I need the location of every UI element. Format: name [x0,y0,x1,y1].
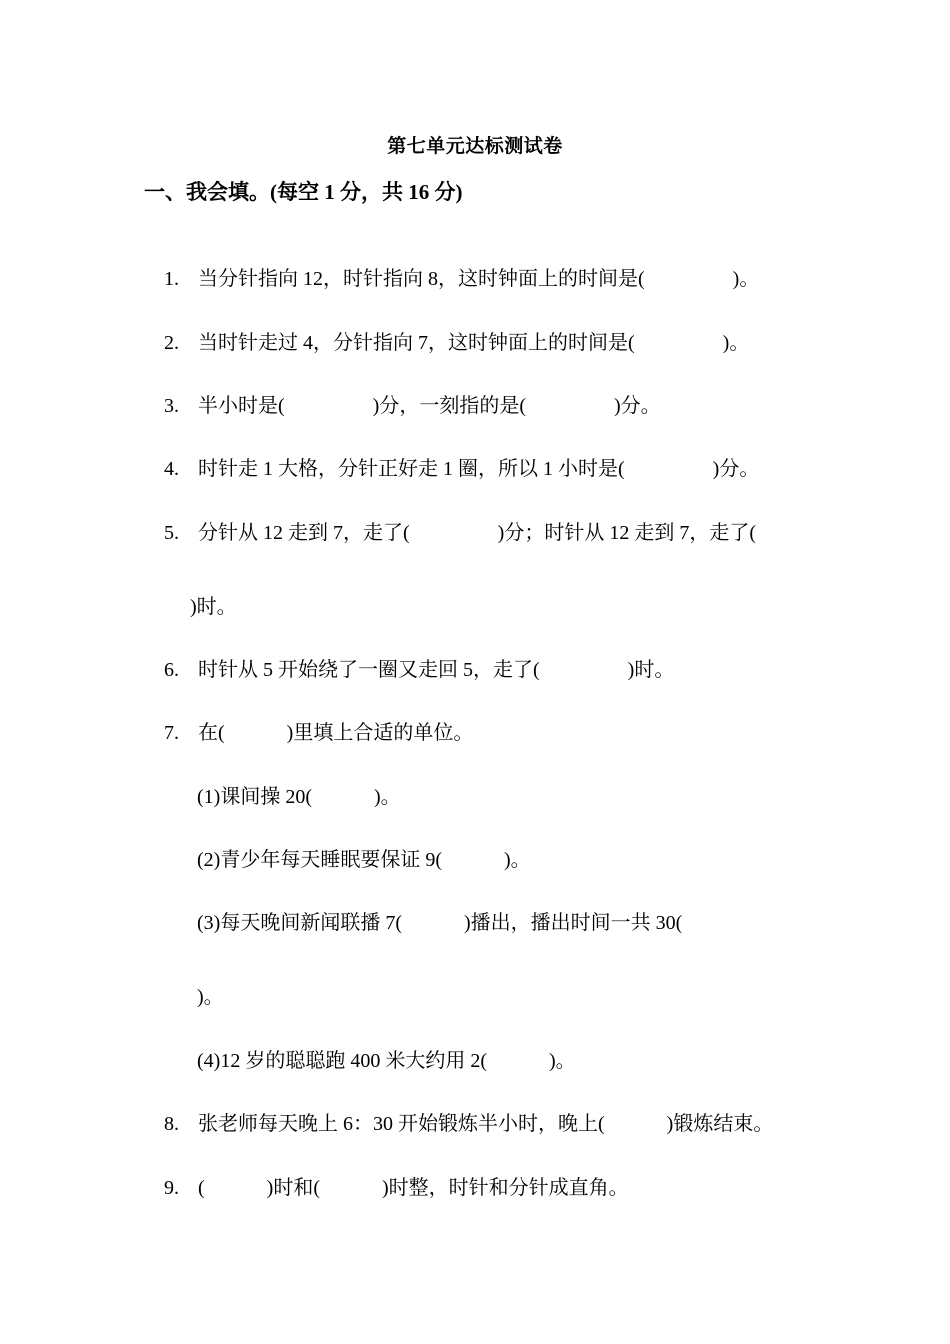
question-text: (4)12 岁的聪聪跑 400 米大约用 2( [197,1050,487,1072]
question-1 [144,243,759,315]
question-7-sub-4 [177,1025,576,1097]
question-text: (3)每天晚间新闻联播 7( [197,912,402,934]
question-number: 9. [164,1177,179,1199]
question-2 [144,307,749,379]
question-number: 8. [164,1113,179,1135]
section-heading: 一、我会填。(每空 1 分，共 16 分) [144,180,463,204]
question-text: )时。 [190,596,237,618]
question-text: )分。 [712,458,760,480]
question-text: (1)课间操 20( [197,786,312,808]
question-text: )。 [373,786,401,808]
question-text: )分，一刻指的是( [372,395,526,417]
question-text: (2)青少年每天睡眠要保证 9( [197,849,442,871]
question-text: 时针从 5 开始绕了一圈又走回 5，走了( [198,659,540,681]
question-number: 4. [164,458,179,480]
question-7-sub-3-continuation [177,961,224,1033]
question-7-sub-3 [177,887,682,959]
question-text: 在( [198,722,225,744]
question-number: 6. [164,659,179,681]
question-text: )。 [732,268,760,290]
question-text: )分；时针从 12 走到 7，走了( [497,522,756,544]
question-text: )。 [503,849,531,871]
question-text: 张老师每天晚上 6：30 开始锻炼半小时，晚上( [198,1113,605,1135]
question-text: ( [198,1177,205,1199]
question-number: 3. [164,395,179,417]
question-9 [144,1152,629,1224]
question-text: )锻炼结束。 [666,1113,774,1135]
question-3 [144,370,661,442]
question-number: 1. [164,268,179,290]
question-text: )时和( [266,1177,320,1199]
question-text: )。 [548,1050,576,1072]
question-5-continuation [170,571,237,643]
question-number: 5. [164,522,179,544]
question-text: )时整，时针和分针成直角。 [382,1177,629,1199]
question-text: )里填上合适的单位。 [286,722,474,744]
question-5 [144,497,756,569]
question-7 [144,697,473,769]
question-6 [144,634,674,706]
question-8 [144,1088,773,1160]
question-text: 当分针指向 12，时针指向 8，这时钟面上的时间是( [198,268,645,290]
question-number: 7. [164,722,179,744]
question-text: 当时针走过 4，分针指向 7，这时钟面上的时间是( [198,332,635,354]
question-text: 分针从 12 走到 7，走了( [198,522,410,544]
question-text: )分。 [614,395,661,417]
question-text: )。 [722,332,750,354]
question-text: )。 [197,986,224,1008]
question-text: )播出，播出时间一共 30( [463,912,683,934]
question-text: )时。 [627,659,675,681]
page-title: 第七单元达标测试卷 [387,135,563,157]
question-text: 时针走 1 大格，分针正好走 1 圈，所以 1 小时是( [198,458,625,480]
question-7-sub-1 [177,761,401,833]
question-4 [144,433,759,505]
question-7-sub-2 [177,824,531,896]
question-number: 2. [164,332,179,354]
question-text: 半小时是( [198,395,285,417]
